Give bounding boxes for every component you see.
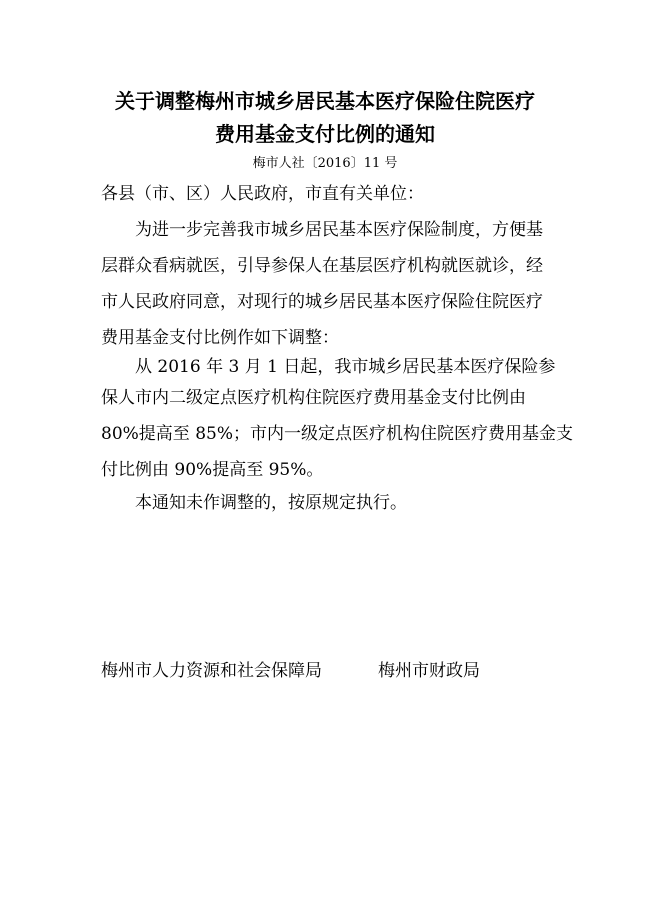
paragraph-3-line: 本通知未作调整的，按原规定执行。 [135,493,407,513]
signatory-finance-bureau: 梅州市财政局 [378,661,480,681]
paragraph-1-line: 市人民政府同意，对现行的城乡居民基本医疗保险住院医疗 [101,292,543,312]
paragraph-1-line: 层群众看病就医，引导参保人在基层医疗机构就医就诊，经 [101,256,543,276]
paragraph-2-line: 付比例由 90%提高至 95%。 [101,460,324,480]
salutation: 各县（市、区）人民政府，市直有关单位： [101,184,424,204]
document-title-line-1: 关于调整梅州市城乡居民基本医疗保险住院医疗 [115,89,535,113]
document-number: 梅市人社〔2016〕11 号 [252,156,398,171]
signatory-hrss-bureau: 梅州市人力资源和社会保障局 [101,661,322,681]
paragraph-1-line: 费用基金支付比例作如下调整： [101,328,339,348]
paragraph-2-line: 从 2016 年 3 月 1 日起，我市城乡居民基本医疗保险参 [135,357,556,377]
paragraph-2-line: 80%提高至 85%；市内一级定点医疗机构住院医疗费用基金支 [101,424,573,444]
paragraph-2-line: 保人市内二级定点医疗机构住院医疗费用基金支付比例由 [101,388,526,408]
paragraph-1-line: 为进一步完善我市城乡居民基本医疗保险制度，方便基 [135,220,543,240]
document-title-line-2: 费用基金支付比例的通知 [215,122,435,146]
